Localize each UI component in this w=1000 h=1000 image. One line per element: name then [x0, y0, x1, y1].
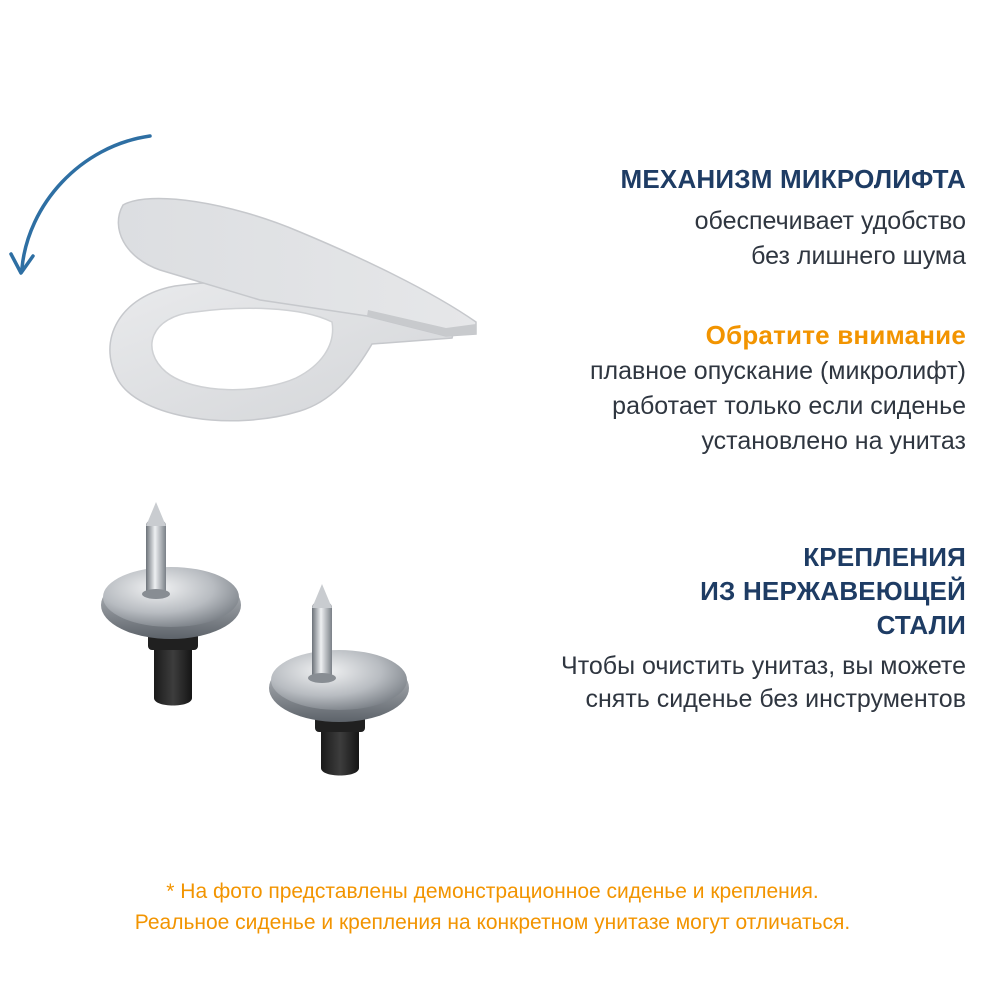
footnote-line: Реальное сиденье и крепления на конкретном унитазе могут отличаться.: [134, 911, 851, 934]
footnote-line: * На фото представлены демонстрационное сиденье и крепления.: [166, 880, 819, 903]
fastening-title-line: КРЕПЛЕНИЯ: [803, 542, 966, 572]
fastening-line: снять сиденье без инструментов: [585, 685, 966, 713]
microlift-section: [621, 162, 967, 274]
attention-line: работает только если сиденье: [612, 392, 966, 420]
attention-description: [590, 354, 966, 459]
fastening-line: Чтобы очистить унитаз, вы можете: [561, 652, 966, 680]
toilet-seat-illustration: [110, 199, 476, 421]
steel-fastener-illustration: [101, 502, 241, 706]
microlift-description: [621, 204, 967, 274]
attention-section: [590, 318, 966, 459]
microlift-line: обеспечивает удобство: [694, 207, 966, 235]
attention-line: плавное опускание (микролифт): [589, 357, 966, 385]
fastening-description: [561, 650, 966, 716]
steel-fastener-illustration: [269, 584, 409, 776]
attention-line: установлено на унитаз: [701, 427, 966, 455]
fastening-section: [561, 540, 966, 716]
fastening-title: [561, 540, 966, 642]
fastening-title-line: ИЗ НЕРЖАВЕЮЩЕЙ: [700, 576, 966, 606]
microlift-line: без лишнего шума: [751, 242, 966, 270]
footnote: [0, 876, 985, 938]
microlift-title: МЕХАНИЗМ МИКРОЛИФТА: [620, 164, 966, 194]
attention-title: Обратите внимание: [705, 320, 966, 350]
fastening-title-line: СТАЛИ: [876, 610, 966, 640]
